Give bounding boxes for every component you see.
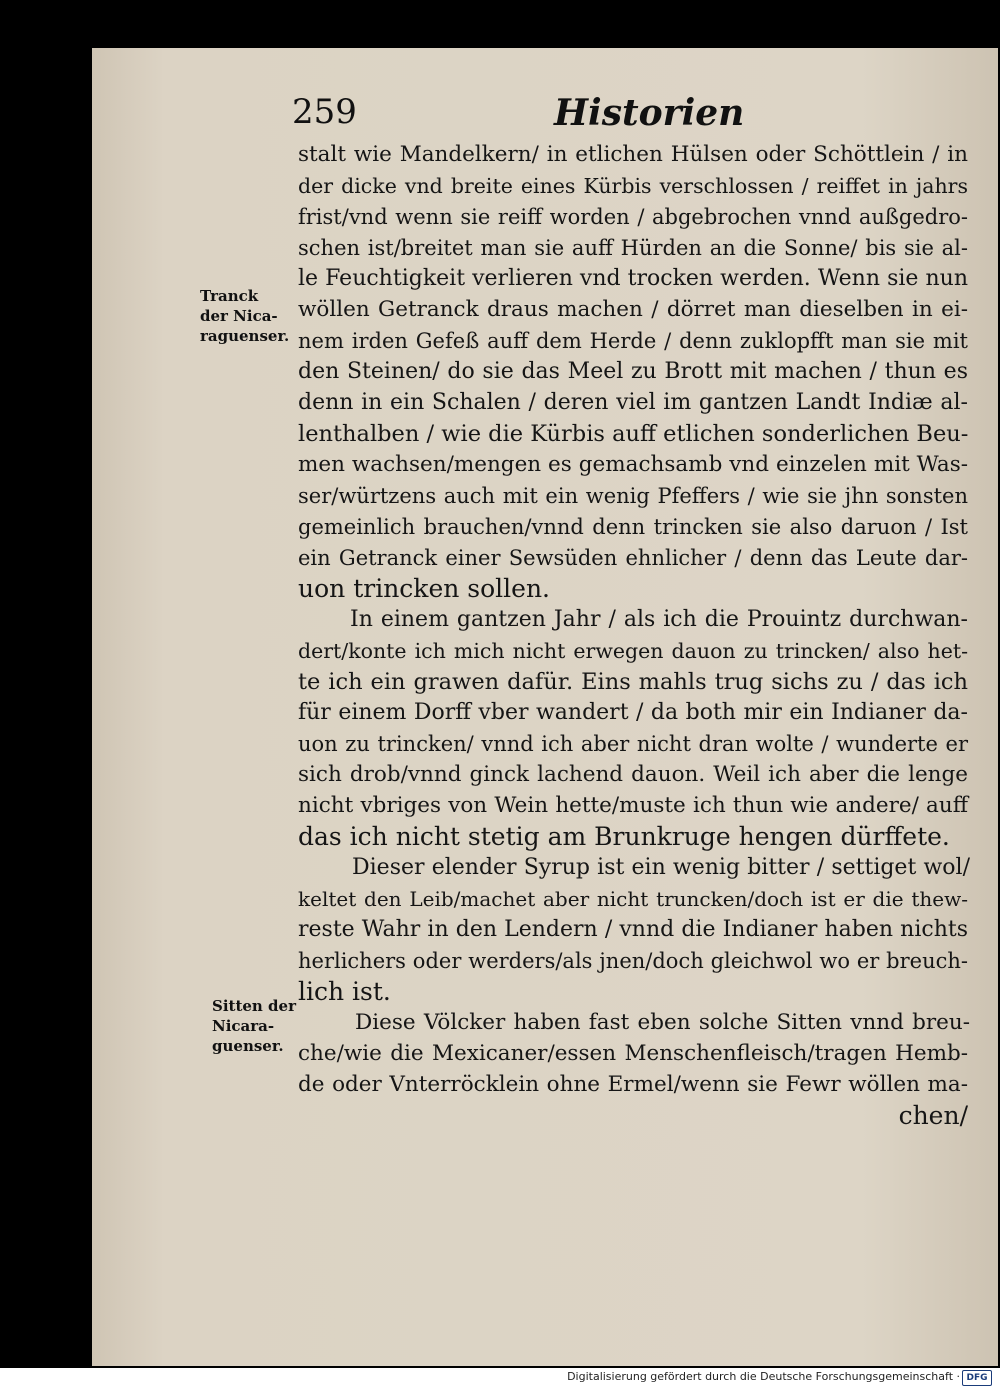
text-line: Diese Völcker haben fast eben solche Sitten vnnd breu- — [355, 1010, 970, 1035]
digitization-footer — [0, 1368, 1000, 1387]
text-line: schen ist/breitet man sie auff Hürden an die Sonne/ bis sie al- — [298, 236, 968, 260]
text-line: frist/vnd wenn sie reiff worden / abgebrochen vnnd außgedro- — [298, 205, 968, 229]
text-line: dert/konte ich mich nicht erwegen dauon zu trincken/ also het- — [298, 639, 968, 663]
text-line: denn in ein Schalen / deren viel im gantzen Landt Indiæ al- — [298, 390, 968, 415]
text-line: che/wie die Mexicaner/essen Menschenfleisch/tragen Hemb- — [298, 1041, 968, 1066]
text-line: für einem Dorff vber wandert / da both mir ein Indianer da- — [298, 700, 968, 725]
margin-note-line: guenser. — [212, 1037, 284, 1055]
text-line: le Feuchtigkeit verlieren vnd trocken werden. Wenn sie nun — [298, 266, 968, 291]
text-line: men wachsen/mengen es gemachsamb vnd einzelen mit Was- — [298, 452, 968, 477]
text-line: keltet den Leib/machet aber nicht truncken/doch ist er die thew- — [298, 887, 968, 911]
margin-note-line: der Nica- — [200, 307, 278, 325]
text-line: ein Getranck einer Sewsüden ehnlicher / denn das Leute dar- — [298, 546, 968, 570]
margin-note-line: raguenser. — [200, 327, 290, 345]
text-line: das ich nicht stetig am Brunkruge hengen dürffete. — [298, 822, 950, 851]
text-line: wöllen Getranck draus machen / dörret man dieselben in ei- — [298, 297, 968, 322]
margin-note-line: Nicara- — [212, 1017, 275, 1035]
page-number: 259 — [292, 92, 357, 132]
dfg-logo: DFG — [962, 1370, 992, 1386]
text-line: herlichers oder werders/als jnen/doch gleichwol wo er breuch- — [298, 949, 968, 973]
text-line: chen/ — [898, 1101, 968, 1130]
text-line: uon trincken sollen. — [298, 574, 551, 603]
text-line: nem irden Gefeß auff dem Herde / denn zuklopfft man sie mit — [298, 329, 968, 353]
text-line: de oder Vnterröcklein ohne Ermel/wenn sie Fewr wöllen ma- — [298, 1072, 968, 1097]
text-line: den Steinen/ do sie das Meel zu Brott mit machen / thun es — [298, 359, 968, 384]
text-line: te ich ein grawen dafür. Eins mahls trug sichs zu / das ich — [298, 669, 968, 695]
margin-note-line: Sitten der — [212, 997, 296, 1015]
footer-credit: Digitalisierung gefördert durch die Deutsche Forschungsgemeinschaft · — [567, 1370, 960, 1383]
text-line: lenthalben / wie die Kürbis auff etlichen sonderlichen Beu- — [298, 421, 969, 447]
text-line: sich drob/vnnd ginck lachend dauon. Weil ich aber die lenge — [298, 762, 968, 787]
running-title: Historien — [554, 92, 745, 134]
text-line: Dieser elender Syrup ist ein wenig bitter / settiget wol/ — [352, 855, 970, 880]
text-line: gemeinlich brauchen/vnnd denn trincken sie also daruon / Ist — [298, 515, 968, 539]
text-line: lich ist. — [298, 977, 391, 1006]
margin-note-line: Tranck — [200, 287, 259, 305]
margin-note-tranck — [200, 286, 289, 346]
text-line: In einem gantzen Jahr / als ich die Prouintz durchwan- — [350, 607, 968, 632]
text-line: ser/würtzens auch mit ein wenig Pfeffers / wie sie jhn sonsten — [298, 484, 968, 508]
page-header — [292, 92, 982, 140]
text-line: uon zu trincken/ vnnd ich aber nicht dran wolte / wunderte er — [298, 732, 968, 756]
text-line: nicht vbriges von Wein hette/muste ich thun wie andere/ auff — [298, 793, 968, 818]
text-line: stalt wie Mandelkern/ in etlichen Hülsen oder Schöttlein / in — [298, 142, 968, 167]
text-line: der dicke vnd breite eines Kürbis verschlossen / reiffet in jahrs — [298, 174, 968, 198]
text-line: reste Wahr in den Lendern / vnnd die Indianer haben nichts — [298, 917, 968, 942]
margin-note-sitten — [212, 996, 296, 1056]
